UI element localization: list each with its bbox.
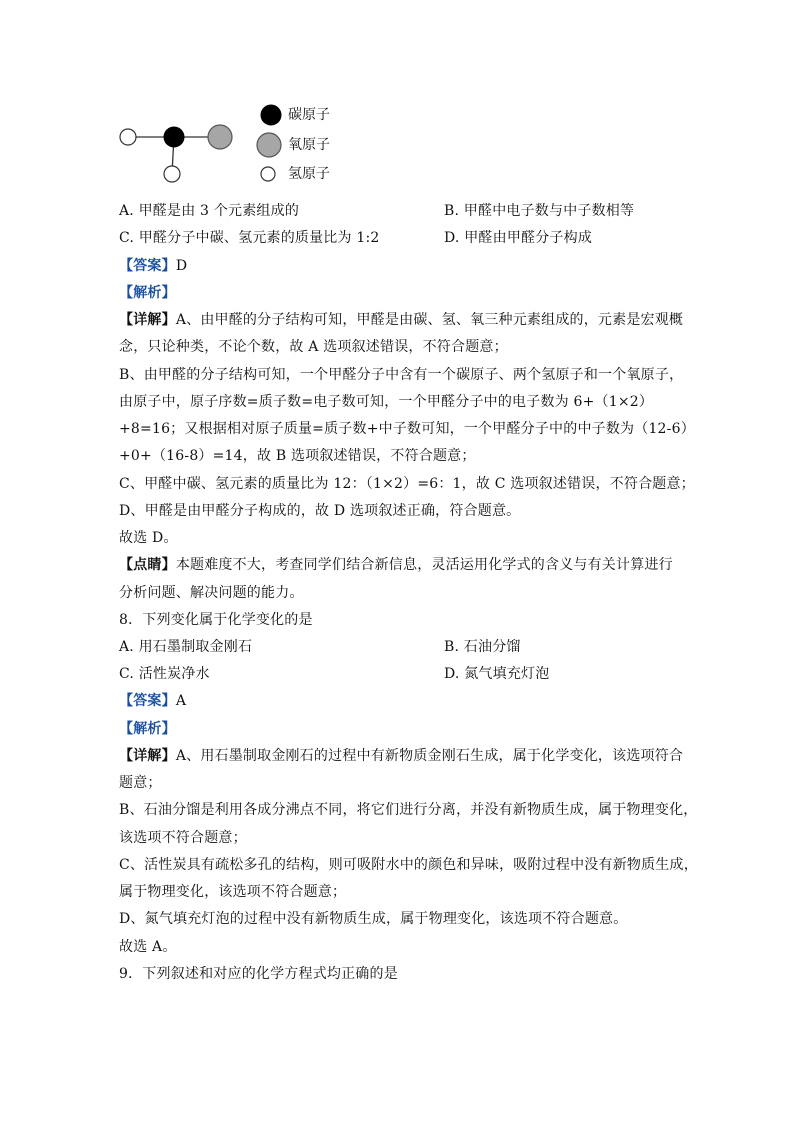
hydrogen-atom-lower bbox=[164, 166, 180, 182]
q8-detail-line-7: D、氮气填充灯泡的过程中没有新物质生成，属于物理变化，该选项不符合题意。 bbox=[119, 911, 628, 927]
q8-option-b: B. 石油分馏 bbox=[444, 639, 521, 655]
q7-detail-line-8: D、甲醛是由甲醛分子构成的，故 D 选项叙述正确，符合题意。 bbox=[119, 503, 521, 519]
q8-option-c: C. 活性炭净水 bbox=[119, 666, 210, 682]
q9-stem: 9．下列叙述和对应的化学方程式均正确的是 bbox=[119, 966, 398, 982]
q7-detail-line-2: 念，只论种类，不论个数，故 A 选项叙述错误，不符合题意； bbox=[119, 339, 508, 355]
legend-oxygen-label: 氧原子 bbox=[288, 137, 330, 153]
q8-analysis-tag: 【解析】 bbox=[119, 721, 176, 737]
q8-detail-text-1: A、用石墨制取金刚石的过程中有新物质金刚石生成，属于化学变化，该选项符合 bbox=[175, 748, 684, 764]
q7-option-d: D. 甲醛由甲醛分子构成 bbox=[444, 230, 593, 246]
q7-detail-line-5: +8=16；又根据相对原子质量=质子数+中子数可知，一个甲醛分子中的中子数为（12-6） bbox=[119, 421, 695, 437]
q8-detail-line-4: 该选项不符合题意； bbox=[119, 830, 247, 846]
q7-answer bbox=[119, 257, 187, 275]
q8-detail-line-3: B、石油分馏是利用各成分沸点不同，将它们进行分离，并没有新物质生成，属于物理变化， bbox=[119, 802, 698, 818]
q8-answer-tag: 【答案】 bbox=[119, 693, 176, 709]
legend-oxygen-swatch bbox=[257, 133, 281, 157]
legend-hydrogen-label: 氢原子 bbox=[288, 166, 330, 182]
legend-carbon-swatch bbox=[261, 105, 281, 125]
q7-option-b: B. 甲醛中电子数与中子数相等 bbox=[444, 203, 635, 219]
q8-answer-value: A bbox=[175, 693, 187, 709]
q7-detail-line-3: B、由甲醛的分子结构可知，一个甲醛分子中含有一个碳原子、两个氢原子和一个氧原子， bbox=[119, 367, 684, 383]
q7-option-a: A. 甲醛是由 3 个元素组成的 bbox=[119, 203, 300, 219]
q7-analysis-heading bbox=[119, 284, 176, 302]
q7-detail-line-7: C、甲醛中碳、氢元素的质量比为 12：（1×2）=6：1，故 C 选项叙述错误，不符合题意； bbox=[119, 476, 695, 492]
hydrogen-atom-left bbox=[120, 129, 136, 145]
q8-detail-tag: 【详解】 bbox=[119, 748, 176, 764]
q7-option-c: C. 甲醛分子中碳、氢元素的质量比为 1:2 bbox=[119, 230, 380, 246]
q7-detail-line-6: +0+（16-8）=14，故 B 选项叙述错误，不符合题意； bbox=[119, 448, 476, 464]
q7-comment-text-1: 本题难度不大，考查同学们结合新信息，灵活运用化学式的含义与有关计算进行 bbox=[175, 557, 673, 573]
legend-carbon-label: 碳原子 bbox=[288, 107, 330, 123]
legend-hydrogen-swatch bbox=[261, 167, 275, 181]
q8-option-a: A. 用石墨制取金刚石 bbox=[119, 639, 253, 655]
q8-detail-line-1 bbox=[119, 747, 683, 765]
q7-detail-line-1 bbox=[119, 311, 683, 329]
q8-detail-line-5: C、活性炭具有疏松多孔的结构，则可吸附水中的颜色和异味，吸附过程中没有新物质生成， bbox=[119, 857, 698, 873]
q7-comment-tag: 【点睛】 bbox=[119, 557, 176, 573]
q8-detail-line-6: 属于物理变化，该选项不符合题意； bbox=[119, 884, 347, 900]
q7-detail-text-1: A、由甲醛的分子结构可知，甲醛是由碳、氢、氧三种元素组成的，元素是宏观概 bbox=[175, 312, 684, 328]
q7-detail-line-4: 由原子中，原子序数=质子数=电子数可知，一个甲醛分子中的电子数为 6+（1×2） bbox=[119, 394, 654, 410]
q8-analysis-heading bbox=[119, 720, 176, 738]
q8-detail-line-8: 故选 A。 bbox=[119, 939, 177, 955]
q7-detail-tag: 【详解】 bbox=[119, 312, 176, 328]
oxygen-atom bbox=[208, 125, 232, 149]
q8-option-d: D. 氮气填充灯泡 bbox=[444, 666, 550, 682]
q8-answer bbox=[119, 692, 186, 710]
q7-comment-line-1 bbox=[119, 556, 673, 574]
q7-comment-line-2: 分析问题、解决问题的能力。 bbox=[119, 585, 304, 601]
q8-detail-line-2: 题意； bbox=[119, 775, 162, 791]
carbon-atom bbox=[164, 127, 184, 147]
q8-stem: 8．下列变化属于化学变化的是 bbox=[119, 612, 313, 628]
q7-detail-line-9: 故选 D。 bbox=[119, 530, 178, 546]
q7-answer-value: D bbox=[175, 258, 188, 274]
q7-answer-tag: 【答案】 bbox=[119, 258, 176, 274]
q7-analysis-tag: 【解析】 bbox=[119, 285, 176, 301]
